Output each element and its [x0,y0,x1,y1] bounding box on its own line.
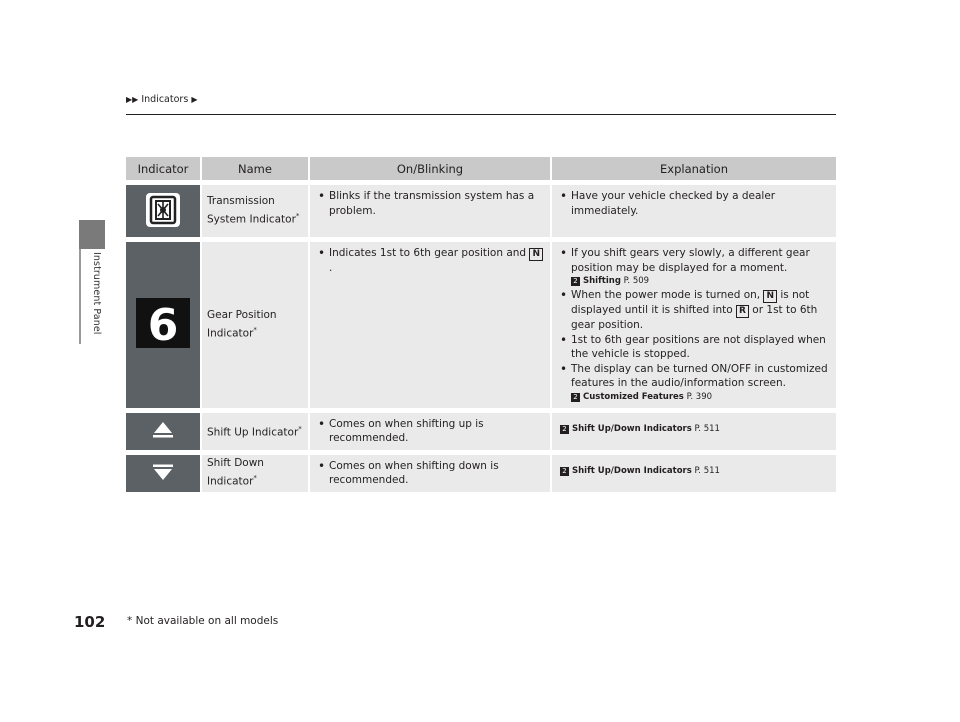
breadcrumb-section[interactable]: Indicators [141,94,189,105]
shifting-link[interactable]: 2 Shifting P. 509 [571,275,830,288]
gear-position-icon-digit: 6 [147,300,179,349]
transmission-name-line1: Transmission [207,195,275,208]
transmission-name-cell [202,185,310,237]
gear-exp-3: • 1st to 6th gear positions are not displayed when the vehicle is stopped. [556,333,830,362]
shift-up-arrow-icon [152,421,174,439]
page-number: 102 [74,613,106,631]
shift-down-explanation-cell [552,455,836,492]
shift-up-down-link[interactable]: 2 Shift Up/Down Indicators P. 511 [560,423,830,436]
shift-up-on-text: • Comes on when shifting up is recommended. [314,417,544,446]
transmission-name-line2: System Indicator [207,213,296,226]
breadcrumb-arrow-icon: ▶ [191,95,198,104]
header-rule [126,114,836,115]
gear-on-text: • Indicates 1st to 6th gear position and N. [314,246,544,276]
header-name: Name [202,157,310,180]
shift-down-name-line2: Indicator [207,475,254,488]
gear-exp-4: • The display can be turned ON/OFF in customized features in the audio/information screen. [556,362,830,391]
n-key-icon: N [763,290,777,303]
table-row-shift-up [126,413,836,450]
gear-name-line1: Gear Position [207,309,277,321]
shift-up-name: Shift Up Indicator [207,426,299,439]
transmission-indicator-cell [126,185,202,237]
transmission-on-text: • Blinks if the transmission system has a problem. [314,189,544,218]
shift-up-on-cell [310,413,552,450]
transmission-on-cell [310,185,552,237]
table-row-gear-position [126,242,836,408]
shift-down-name-cell [202,455,310,492]
breadcrumb-arrows-icon: ▶▶ [126,95,139,104]
table-row-shift-down [126,455,836,492]
ref-arrow-icon: 2 [571,277,580,286]
gear-name-line2: Indicator [207,327,254,340]
section-side-bar [79,249,81,344]
gear-explanation-cell [552,242,836,408]
shift-down-on-text: • Comes on when shifting down is recommended. [314,459,544,488]
header-on-blinking: On/Blinking [310,157,552,180]
ref-arrow-icon: 2 [571,393,580,402]
shift-up-down-link[interactable]: 2 Shift Up/Down Indicators P. 511 [560,465,830,478]
footnote: * Not available on all models [127,615,279,627]
footnote-star: * [253,474,257,483]
shift-down-name-line1: Shift Down [207,457,264,470]
indicator-table [126,157,836,492]
table-row-transmission [126,185,836,237]
transmission-explanation-text: • Have your vehicle checked by a dealer immediately. [556,189,830,218]
shift-up-indicator-cell [126,413,202,450]
header-indicator: Indicator [126,157,202,180]
shift-down-on-cell [310,455,552,492]
section-tab-marker [79,220,105,249]
gear-exp-1: • If you shift gears very slowly, a different gear position may be displayed for a moment. [556,246,830,275]
section-side-label: Instrument Panel [91,252,102,335]
shift-down-arrow-icon [152,463,174,481]
shift-down-indicator-cell [126,455,202,492]
gear-indicator-cell [126,242,202,408]
transmission-system-icon [146,193,180,227]
footnote-star: * [295,212,300,221]
shift-up-explanation-cell [552,413,836,450]
gear-on-cell [310,242,552,408]
header-explanation: Explanation [552,157,836,180]
footnote-star: * [298,424,302,433]
breadcrumb [126,94,197,105]
transmission-explanation-cell [552,185,836,237]
r-key-icon: R [736,305,749,318]
gear-name-cell [202,242,310,408]
gear-exp-2: • When the power mode is turned on, N is not displayed until it is shifted into R or 1st to 6th gear position. [556,288,830,333]
ref-arrow-icon: 2 [560,467,569,476]
ref-arrow-icon: 2 [560,425,569,434]
customized-features-link[interactable]: 2 Customized Features P. 390 [571,391,830,404]
n-key-icon: N [529,248,543,261]
gear-position-icon [136,298,190,348]
shift-up-name-cell [202,413,310,450]
footnote-star: * [253,326,257,334]
table-header-row [126,157,836,180]
